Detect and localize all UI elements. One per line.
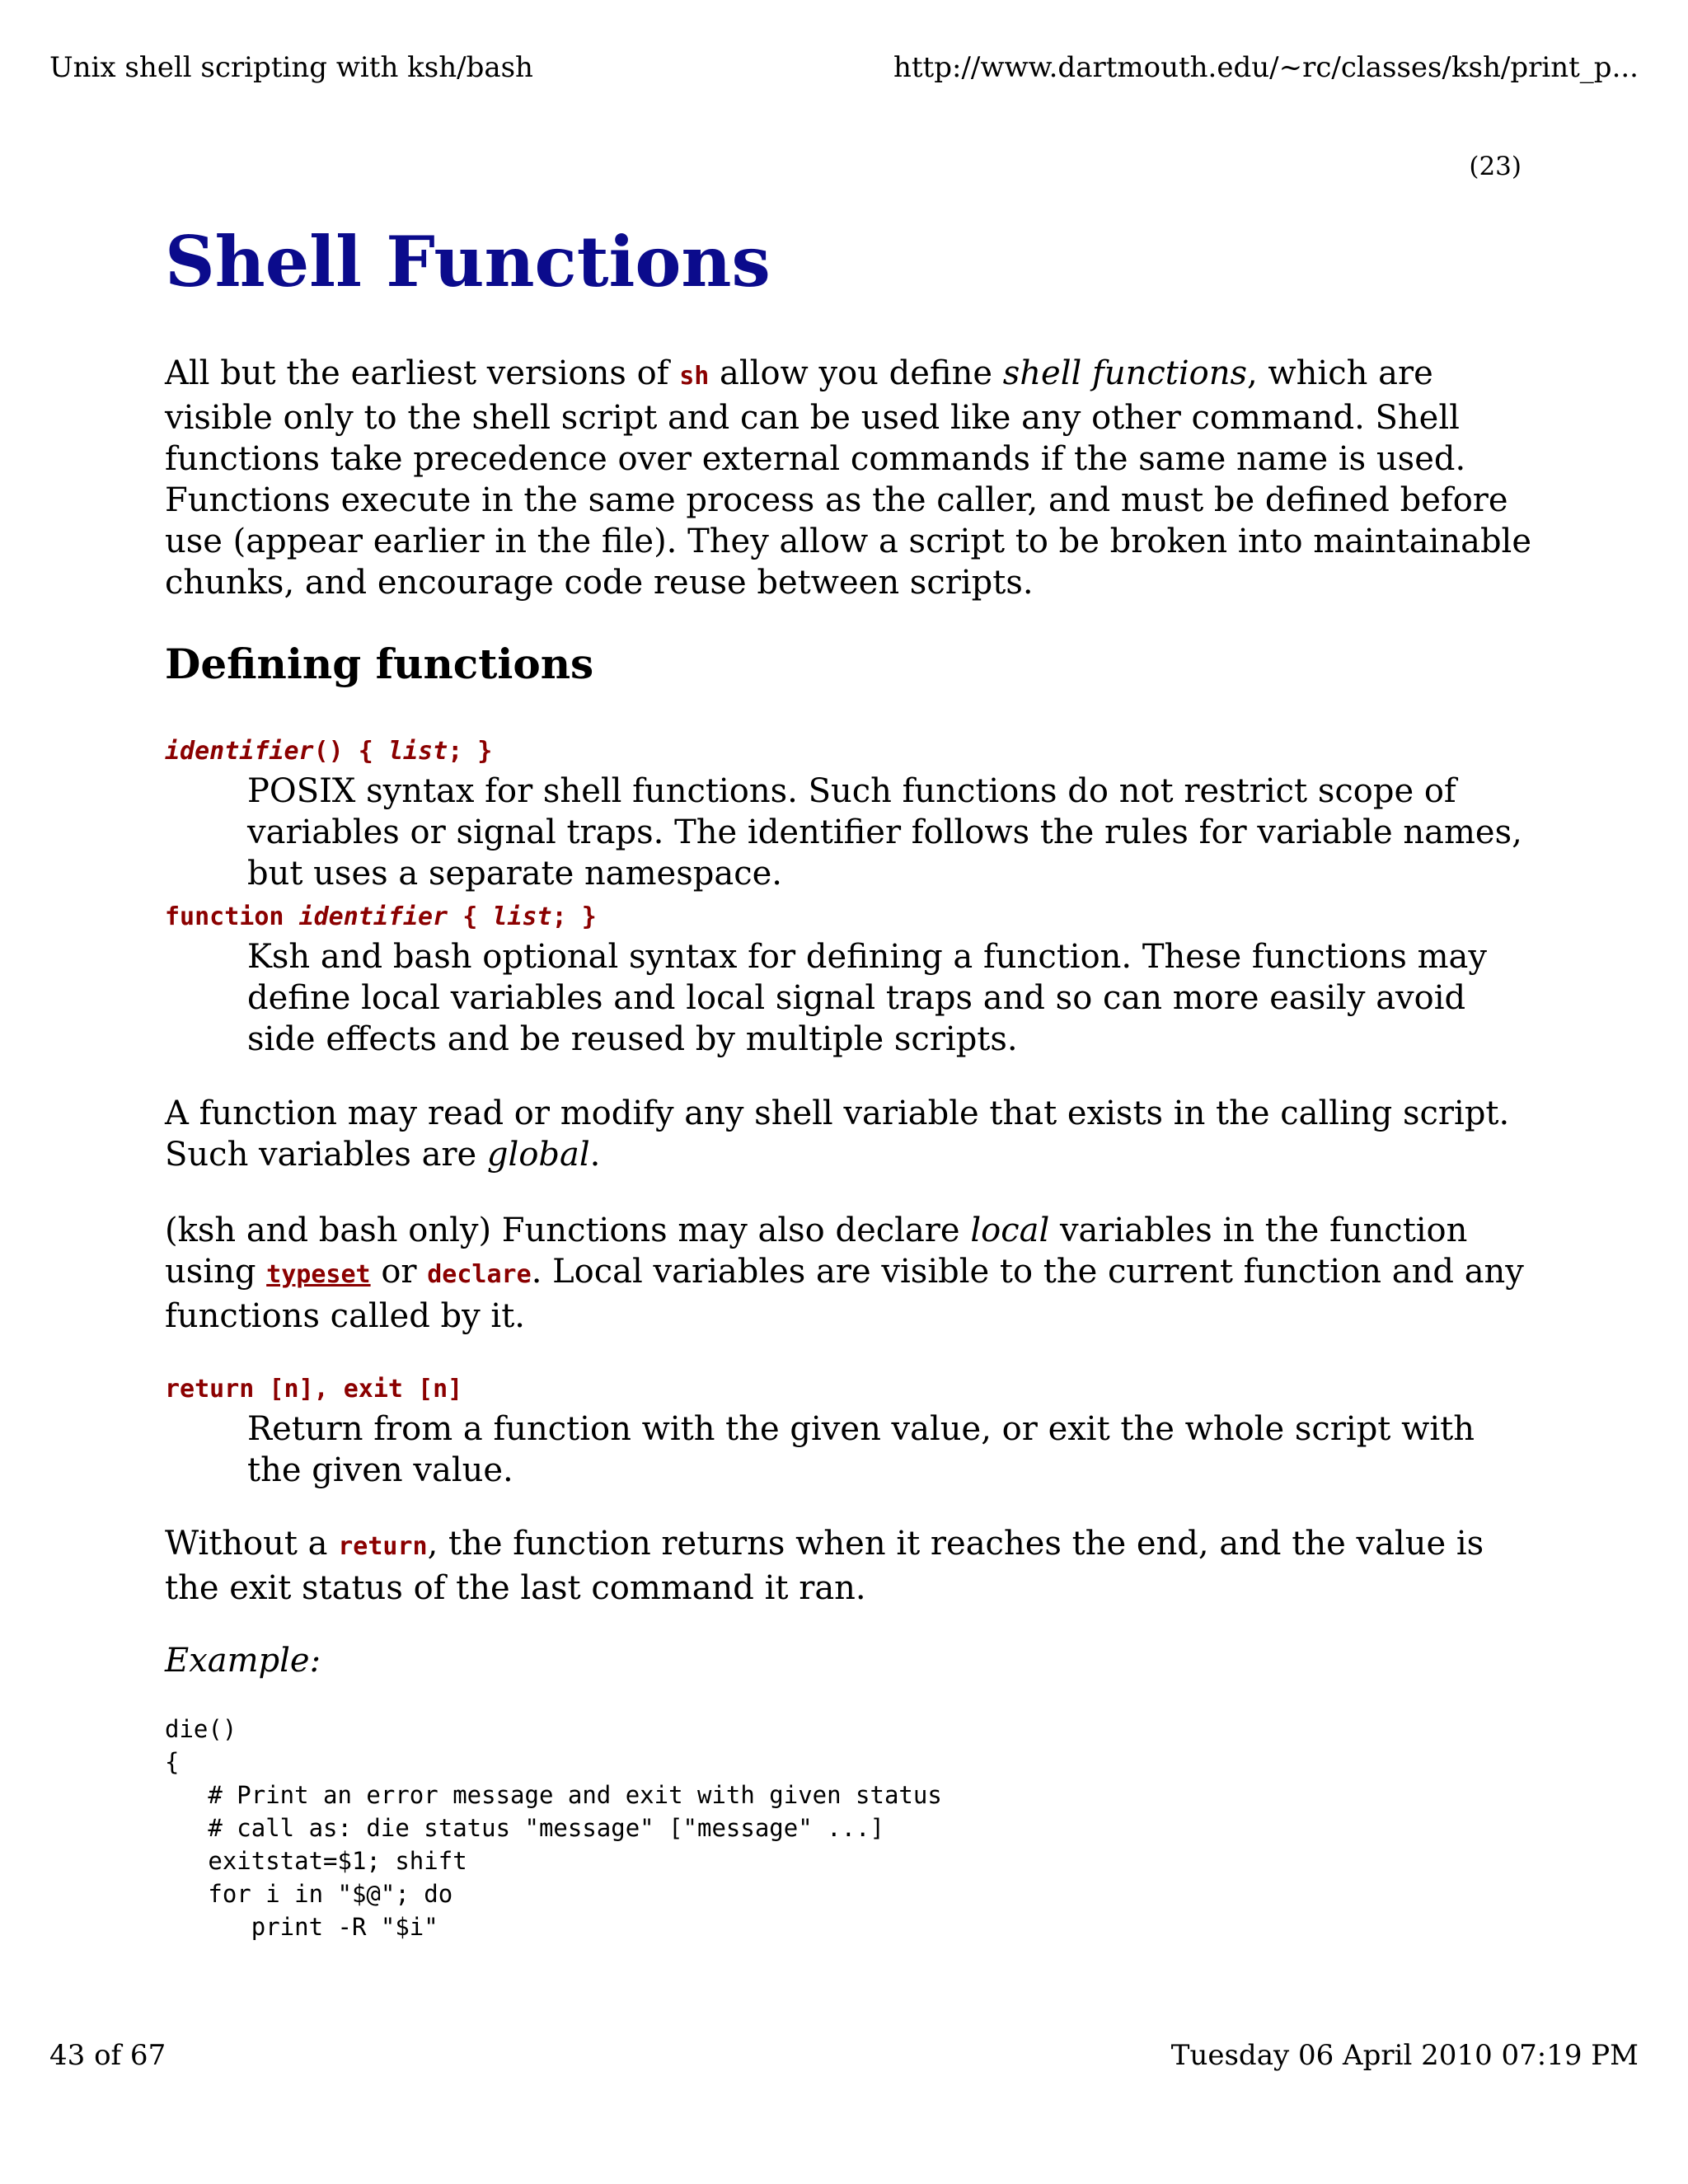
- page-title: Shell Functions: [165, 221, 771, 302]
- code-line: # Print an error message and exit with given status: [165, 1781, 942, 1809]
- code-example: [165, 1713, 942, 1943]
- print-footer: [49, 2039, 1639, 2072]
- code-declare: declare: [427, 1260, 532, 1289]
- intro-text-2: allow you define: [709, 354, 1003, 392]
- print-header: [49, 51, 1639, 84]
- footer-timestamp: Tuesday 06 April 2010 07:19 PM: [1170, 2039, 1639, 2072]
- emphasis-global: global: [486, 1136, 590, 1174]
- definition-desc-return: Return from a function with the given value, or exit the whole script with the given value.: [247, 1410, 1475, 1489]
- slide-number: (23): [1469, 152, 1522, 181]
- code-line: die(): [165, 1715, 237, 1743]
- typeset-link[interactable]: typeset: [266, 1260, 371, 1289]
- global-text-1: A function may read or modify any shell variable that exists in the calling script. Such variables are: [165, 1094, 1510, 1174]
- code-line: # call as: die status "message" ["message" ...]: [165, 1814, 884, 1842]
- definition-term-posix: [165, 735, 492, 768]
- definition-desc-posix: POSIX syntax for shell functions. Such functions do not restrict scope of variables or signal traps. The identifier follows the rules for variable names, but uses a separate namespace.: [247, 772, 1522, 893]
- example-label-text: Example:: [165, 1642, 321, 1680]
- term-part: () {: [313, 737, 388, 766]
- definition-term-return: return [n], exit [n]: [165, 1375, 463, 1404]
- term-part: list: [492, 902, 552, 931]
- intro-paragraph: [165, 353, 1533, 603]
- term-part: identifier: [298, 902, 448, 931]
- code-sh: sh: [679, 362, 710, 391]
- local-text-2: variables in the function using: [165, 1212, 1468, 1291]
- without-return-text-2: , the function returns when it reaches the end, and the value is the exit status of the last command it ran.: [165, 1525, 1484, 1607]
- code-line: {: [165, 1748, 180, 1776]
- term-part: function: [165, 902, 299, 931]
- intro-text-3: , which are visible only to the shell script and can be used like any other command. Shell functions take precedence over external commands if the same name is used. Functions execute in the same process as the caller, and must be defined before use (appear earlier in the file). They allow a script to be broken into maintainable chunks, and encourage code reuse between scripts.: [165, 354, 1532, 602]
- code-line: print -R "$i": [165, 1913, 438, 1941]
- global-text-2: .: [589, 1136, 601, 1174]
- code-line: exitstat=$1; shift: [165, 1847, 467, 1875]
- code-return: return: [338, 1532, 428, 1561]
- code-line: for i in "$@"; do: [165, 1880, 453, 1908]
- section-heading: Defining functions: [165, 640, 594, 688]
- example-label: [165, 1640, 1533, 1681]
- local-text-4: . Local variables are visible to the current function and any functions called by it.: [165, 1253, 1524, 1335]
- emphasis-local: local: [970, 1212, 1050, 1249]
- footer-page-count: 43 of 67: [49, 2039, 166, 2072]
- term-part: ; }: [448, 737, 493, 766]
- term-part: list: [387, 737, 448, 766]
- term-part: {: [448, 902, 493, 931]
- without-return-text-1: Without a: [165, 1525, 339, 1563]
- term-part: identifier: [165, 737, 314, 766]
- term-part: ; }: [551, 902, 597, 931]
- global-paragraph: [165, 1093, 1533, 1175]
- local-paragraph: [165, 1210, 1533, 1337]
- local-text-1: (ksh and bash only) Functions may also declare: [165, 1212, 971, 1249]
- definition-desc-ksh: Ksh and bash optional syntax for defining a function. These functions may define local variables and local signal traps and so can more easily avoid side effects and be reused by multiple scripts.: [247, 938, 1487, 1058]
- header-doc-title: Unix shell scripting with ksh/bash: [49, 51, 533, 84]
- without-return-paragraph: [165, 1523, 1533, 1609]
- local-text-3: or: [370, 1253, 428, 1291]
- emphasis-shell-functions: shell functions: [1002, 354, 1247, 392]
- intro-text-1: All but the earliest versions of: [165, 354, 680, 392]
- definition-term-ksh: [165, 901, 597, 934]
- header-url: http://www.dartmouth.edu/~rc/classes/ksh/print_p...: [893, 51, 1639, 84]
